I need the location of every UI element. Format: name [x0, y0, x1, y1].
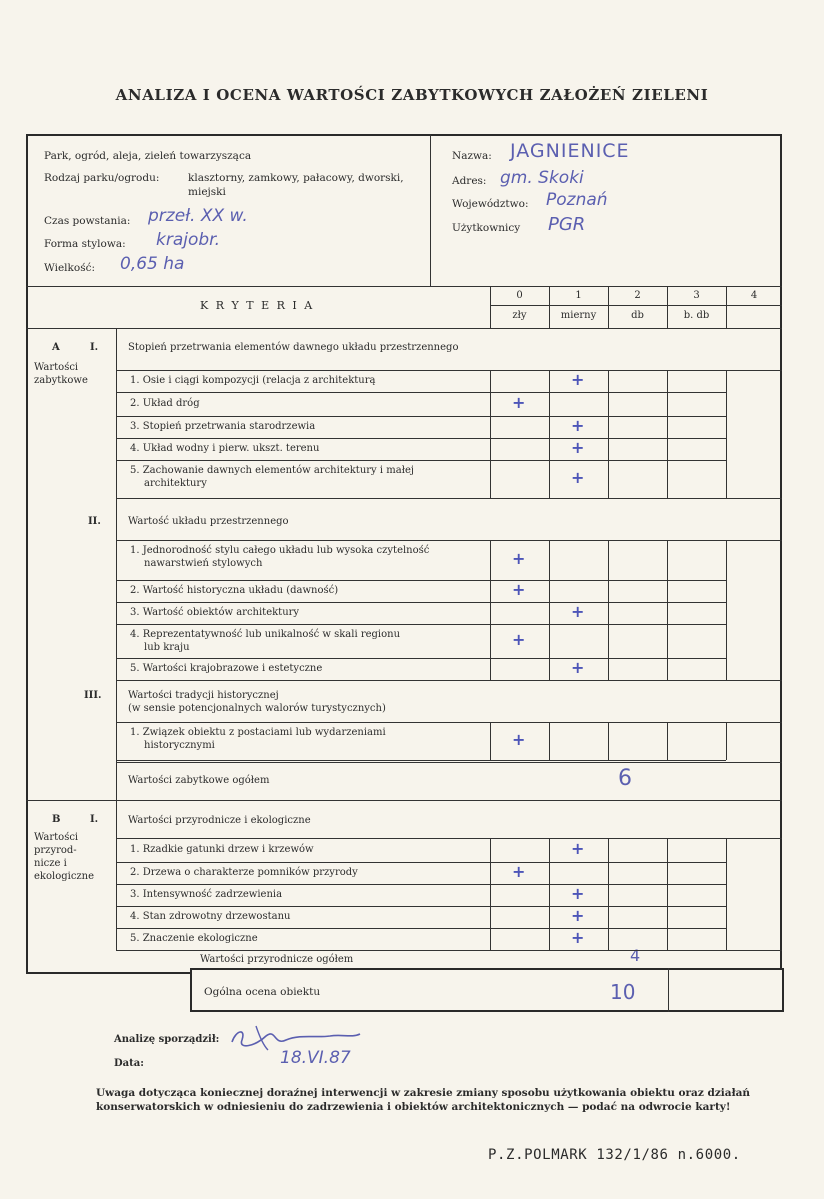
cell-line [667, 370, 668, 392]
criterion-item: 1. Związek obiektu z postaciami lub wydarzeniami [130, 727, 386, 738]
group3-roman: III. [84, 690, 102, 701]
group3-title-2: (w sensie potencjonalnych walorów turystycznych) [128, 703, 386, 714]
section-a-divider [116, 328, 117, 800]
cell-line [608, 392, 609, 416]
score-mark: + [512, 393, 526, 412]
cell-line [726, 416, 727, 438]
group-line [116, 540, 782, 541]
cell-line [726, 658, 727, 680]
section-a-label-2: zabytkowe [34, 375, 88, 386]
score-name: mierny [560, 310, 597, 321]
total-a-value: 6 [618, 766, 632, 791]
uzyt-label: Użytkownicy [452, 222, 521, 234]
cell-line [490, 416, 491, 438]
cell-line [608, 438, 609, 460]
cell-line [667, 722, 668, 760]
group3-title: Wartości tradycji historycznej [128, 690, 279, 701]
criterion-item: 4. Stan zdrowotny drzewostanu [130, 911, 291, 922]
cell-line [608, 370, 609, 392]
cell-line [549, 906, 550, 928]
cell-line [490, 438, 491, 460]
row-line [116, 862, 726, 863]
criterion-item-cont: lub kraju [144, 642, 190, 653]
uzyt-value: PGR [548, 214, 586, 235]
cell-line [549, 580, 550, 602]
cell-line [490, 624, 491, 658]
cell-line [726, 624, 727, 658]
cell-line [490, 906, 491, 928]
cell-line [667, 862, 668, 884]
cell-line [667, 392, 668, 416]
score-mark: + [512, 630, 526, 649]
cell-line [549, 540, 550, 580]
section-b-roman: I. [90, 814, 99, 825]
cell-line [490, 392, 491, 416]
cell-line [667, 838, 668, 862]
row-line [116, 906, 726, 907]
type-line: Park, ogród, aleja, zieleń towarzysząca [44, 150, 252, 162]
cell-line [726, 884, 727, 906]
row-line [116, 580, 726, 581]
section-b-label-4: ekologiczne [34, 871, 95, 882]
footer-note: Uwaga dotycząca koniecznej doraźnej interwencji w zakresie zmiany sposobu użytkowania obiektu oraz działań konserwatorskich w odniesieniu do zadrzewienia i obiektów architektonicznych — podać na odwrocie karty! [96, 1087, 751, 1113]
criteria-label: K R Y T E R I A [200, 299, 315, 312]
cell-line [549, 624, 550, 658]
criterion-item: 3. Stopień przetrwania starodrzewia [130, 421, 316, 432]
analyzed-label: Analizę sporządził: [114, 1034, 220, 1045]
cell-line [490, 838, 491, 862]
cell-line [490, 884, 491, 906]
criterion-item: 1. Osie i ciągi kompozycji (relacja z architekturą [130, 375, 376, 386]
criterion-item-cont: historycznymi [144, 740, 215, 751]
row-line [116, 884, 726, 885]
overall-value: 10 [610, 980, 636, 1004]
cell-line [608, 722, 609, 760]
cell-line [608, 624, 609, 658]
criterion-item: 2. Wartość historyczna układu (dawność) [130, 585, 339, 596]
cell-line [549, 838, 550, 862]
total-b-value: 4 [630, 946, 641, 965]
criterion-item-cont: nawarstwień stylowych [144, 558, 263, 569]
cell-line [726, 438, 727, 460]
cell-line [667, 624, 668, 658]
woj-value: Poznań [546, 190, 608, 210]
row-line [116, 928, 726, 929]
criterion-item: 3. Wartość obiektów architektury [130, 607, 300, 618]
cell-line [726, 838, 727, 862]
section-a-roman: I. [90, 342, 99, 353]
group-line [116, 722, 782, 723]
group1-title: Stopień przetrwania elementów dawnego układu przestrzennego [128, 342, 459, 353]
section-a-b-line [26, 800, 782, 801]
cell-line [608, 416, 609, 438]
cell-line [726, 928, 727, 950]
cell-line [549, 438, 550, 460]
cell-line [726, 392, 727, 416]
criteria-mid-line [490, 305, 782, 306]
cell-line [490, 928, 491, 950]
cell-line [490, 602, 491, 624]
cell-line [549, 658, 550, 680]
cell-line [549, 602, 550, 624]
cell-line [667, 580, 668, 602]
overall-label: Ogólna ocena obiektu [204, 986, 321, 998]
cell-line [549, 928, 550, 950]
score-mark: + [571, 906, 585, 925]
cell-line [608, 906, 609, 928]
section-b-label-2: przyrod- [34, 845, 77, 856]
total-a-label: Wartości zabytkowe ogółem [128, 775, 270, 786]
cell-line [726, 862, 727, 884]
czas-label: Czas powstania: [44, 215, 131, 227]
criteria-bottom-line [26, 328, 782, 329]
cell-line [726, 906, 727, 928]
row-line [116, 392, 726, 393]
row-line [116, 460, 726, 461]
rodzaj-options: klasztorny, zamkowy, pałacowy, dworski, [188, 172, 404, 184]
criterion-item: 4. Układ wodny i pierw. ukszt. terenu [130, 443, 320, 454]
rodzaj-options-2: miejski [188, 186, 226, 198]
score-mark: + [512, 580, 526, 599]
criterion-item: 5. Znaczenie ekologiczne [130, 933, 258, 944]
cell-line [608, 602, 609, 624]
section-b-label: Wartości [34, 832, 79, 843]
cell-line [549, 862, 550, 884]
rodzaj-label: Rodzaj parku/ogrodu: [44, 172, 160, 184]
row-line [116, 416, 726, 417]
cell-line [726, 540, 727, 580]
cell-line [608, 838, 609, 862]
cell-line [549, 370, 550, 392]
criterion-item: 5. Zachowanie dawnych elementów architektury i małej [130, 465, 414, 476]
score-mark: + [571, 839, 585, 858]
score-number: 1 [575, 290, 582, 301]
row-line [116, 680, 726, 681]
section-b-group-title: Wartości przyrodnicze i ekologiczne [128, 815, 311, 826]
cell-line [490, 658, 491, 680]
row-line [116, 760, 726, 761]
row-line [116, 658, 726, 659]
cell-line [667, 416, 668, 438]
cell-line [667, 884, 668, 906]
cell-line [490, 722, 491, 760]
cell-line [549, 392, 550, 416]
group2-title: Wartość układu przestrzennego [128, 516, 289, 527]
score-number: 3 [693, 290, 700, 301]
score-mark: + [571, 884, 585, 903]
score-mark: + [571, 468, 585, 487]
cell-line [726, 580, 727, 602]
cell-line [490, 580, 491, 602]
row-line [116, 950, 726, 951]
cell-line [726, 460, 727, 498]
czas-value: przeł. XX w. [148, 206, 248, 226]
cell-line [608, 862, 609, 884]
cell-line [667, 540, 668, 580]
header-divider [430, 134, 431, 286]
wielkosc-label: Wielkość: [44, 262, 96, 274]
cell-line [608, 928, 609, 950]
forma-label: Forma stylowa: [44, 238, 126, 250]
cell-line [549, 416, 550, 438]
score-mark: + [571, 370, 585, 389]
score-name: db [631, 310, 644, 321]
cell-line [549, 460, 550, 498]
score-mark: + [571, 438, 585, 457]
criterion-item: 3. Intensywność zadrzewienia [130, 889, 283, 900]
cell-line [608, 460, 609, 498]
cell-line [490, 862, 491, 884]
criterion-item: 4. Reprezentatywność lub unikalność w skali regionu [130, 629, 401, 640]
form-code: P.Z.POLMARK 132/1/86 n.6000. [488, 1147, 741, 1163]
overall-divider [668, 968, 669, 1012]
score-number: 2 [634, 290, 641, 301]
cell-line [549, 884, 550, 906]
score-mark: + [571, 658, 585, 677]
cell-line [549, 722, 550, 760]
cell-line [490, 460, 491, 498]
score-mark: + [512, 549, 526, 568]
adres-label: Adres: [452, 175, 487, 187]
cell-line [667, 658, 668, 680]
cell-line [667, 438, 668, 460]
forma-value: krajobr. [156, 230, 220, 250]
cell-line [667, 460, 668, 498]
cell-line [608, 540, 609, 580]
adres-value: gm. Skoki [500, 168, 584, 188]
score-mark: + [571, 602, 585, 621]
criterion-item: 5. Wartości krajobrazowe i estetyczne [130, 663, 323, 674]
score-name: b. db [683, 310, 710, 321]
cell-line [608, 884, 609, 906]
section-a-letter: A [52, 342, 60, 353]
group2-roman: II. [88, 516, 101, 527]
total-a-top [116, 762, 782, 763]
form-title: ANALIZA I OCENA WARTOŚCI ZABYTKOWYCH ZAŁOŻEŃ ZIELENI [115, 86, 709, 104]
header-bottom-line [26, 286, 782, 287]
date-value: 18.VI.87 [280, 1048, 351, 1068]
row-line [116, 602, 726, 603]
section-b-letter: B [52, 814, 61, 825]
group-line [116, 370, 782, 371]
score-mark: + [571, 416, 585, 435]
score-name: zły [512, 310, 527, 321]
criterion-item: 2. Układ dróg [130, 398, 200, 409]
score-mark: + [512, 862, 526, 881]
woj-label: Województwo: [452, 198, 529, 210]
criterion-item: 1. Rzadkie gatunki drzew i krzewów [130, 844, 314, 855]
cell-line [667, 602, 668, 624]
cell-line [608, 580, 609, 602]
score-mark: + [512, 730, 526, 749]
date-label: Data: [114, 1058, 144, 1069]
criterion-item-cont: architektury [144, 478, 207, 489]
total-b-label: Wartości przyrodnicze ogółem [200, 954, 354, 965]
criterion-item: 1. Jednorodność stylu całego układu lub wysoka czytelność [130, 545, 430, 556]
section-a-label: Wartości [34, 362, 79, 373]
section-b-label-3: nicze i [34, 858, 67, 869]
score-mark: + [571, 928, 585, 947]
cell-line [490, 540, 491, 580]
row-line [116, 498, 726, 499]
cell-line [667, 906, 668, 928]
score-number: 4 [750, 290, 758, 301]
score-number: 0 [516, 290, 523, 301]
cell-line [726, 370, 727, 392]
nazwa-label: Nazwa: [452, 150, 492, 162]
wielkosc-value: 0,65 ha [120, 254, 185, 274]
cell-line [608, 658, 609, 680]
cell-line [726, 722, 727, 760]
criterion-item: 2. Drzewa o charakterze pomników przyrody [130, 867, 358, 878]
row-line [116, 624, 726, 625]
cell-line [490, 370, 491, 392]
group-line [116, 838, 782, 839]
cell-line [667, 928, 668, 950]
nazwa-value: JAGNIENICE [510, 140, 630, 162]
row-line [116, 438, 726, 439]
cell-line [726, 602, 727, 624]
